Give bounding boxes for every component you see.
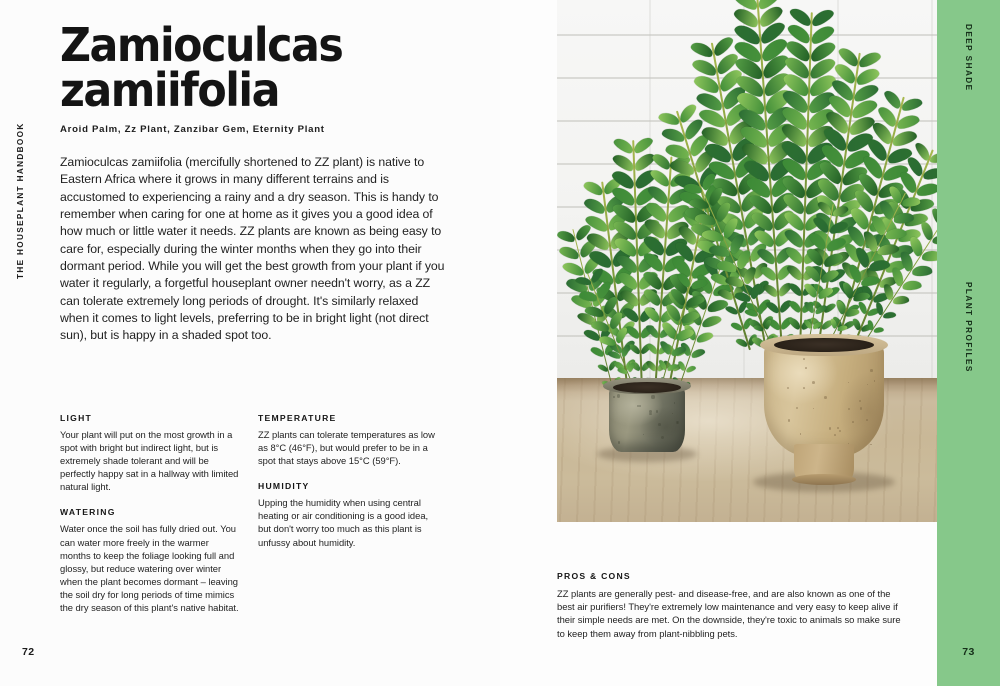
title-line-1: Zamioculcas [60, 18, 343, 72]
pot-speckle [656, 410, 659, 413]
pot-speckle [658, 423, 661, 426]
frond-leaflet [912, 265, 933, 276]
pot-speckle [617, 394, 620, 397]
pot-speckle [800, 433, 802, 435]
pot-speckle [613, 396, 615, 398]
care-heading-watering: WATERING [60, 507, 116, 518]
running-head: THE HOUSEPLANT HANDBOOK [16, 122, 25, 279]
pros-and-cons-section [557, 571, 907, 640]
pot-speckle [805, 367, 807, 369]
pot-speckle [867, 384, 868, 385]
category-label-deep-shade: DEEP SHADE [964, 24, 973, 92]
page-number-left: 72 [22, 646, 35, 658]
pot-speckle [852, 421, 854, 423]
pot-speckle [866, 419, 868, 421]
pot-speckle [672, 413, 673, 414]
care-column-left [60, 413, 242, 614]
pot-speckle [803, 387, 805, 389]
care-body-temperature: ZZ plants can tolerate temperatures as low as 8°C (46°F), but would prefer to be in a spot that stays above 15°C (59°F). [258, 429, 435, 467]
pot-speckle [859, 400, 861, 402]
pot-speckle [829, 427, 831, 429]
pot-speckle [837, 427, 839, 429]
care-heading-pros-cons: PROS & CONS [557, 571, 631, 581]
left-plant-pot [603, 378, 691, 454]
care-body-light: Your plant will put on the most growth in a spot with bright but indirect light, but is extremely shade tolerant and will be perfectly happy sat in a hallway with limited natural light. [60, 429, 239, 493]
pot-speckle [639, 405, 641, 407]
plant-photograph [557, 0, 937, 522]
pot-speckle [860, 407, 863, 410]
pot-speckle [803, 358, 805, 360]
pot-speckle [813, 408, 814, 409]
care-heading-temperature: TEMPERATURE [258, 413, 337, 423]
pot-speckle [618, 441, 620, 443]
care-column-right [258, 413, 440, 549]
pot-speckle [649, 413, 651, 415]
care-heading-light: LIGHT [60, 413, 93, 423]
pot-speckle [651, 395, 654, 398]
green-edge-band [937, 0, 1000, 686]
pot-speckle [848, 382, 849, 383]
right-pot-body [764, 345, 884, 457]
left-pot-body [609, 387, 685, 452]
title-line-2: zamiifolia [60, 62, 280, 117]
care-body-humidity: Upping the humidity when using central heating or air conditioning is a good idea, but don't worry too much as this plant is unfussy about humidity. [258, 497, 429, 548]
page-number-right: 73 [962, 646, 975, 658]
right-pot-soil [774, 338, 874, 352]
pot-speckle [796, 407, 798, 409]
pot-speckle [834, 434, 836, 436]
pot-speckle [870, 369, 873, 372]
title-block [60, 18, 480, 117]
care-body-watering: Water once the soil has fully dried out. You can water more freely in the warmer months to keep the foliage looking full and glossy, but reduce watering over winter when the plant becomes dormant – leaving the soil dry for long periods of time mimics the dry season of this plant's native habitat. [60, 523, 239, 614]
pot-speckle [870, 444, 871, 445]
page-title [60, 18, 451, 117]
left-pot-soil [613, 382, 681, 393]
intro-paragraph: Zamioculcas zamiifolia (mercifully shortened to ZZ plant) is native to Eastern Africa where it grows in many different terrains and is accustomed to experiencing a rainy and a dry season. This is handy to remember when caring for one at home as it gives you a good idea of how much or little water it needs. ZZ plants are known as being easy to care for, especially during the winter months when they go into their dormant period. While you will get the best growth from your plant if you water it regularly, a forgetful houseplant owner needn't worry, as a ZZ can tolerate extremely long periods of drought. It's similarly relaxed when it comes to light levels, preferring to be in bright light (not direct sun), but is happy in a shaded spot too. [60, 155, 445, 343]
pot-speckle [812, 381, 815, 384]
right-pot-foot-base [792, 474, 856, 485]
pot-speckle [661, 436, 664, 439]
pot-speckle [824, 396, 827, 399]
right-plant-pot [760, 334, 888, 486]
pot-speckle [787, 387, 789, 389]
pot-speckle [674, 402, 675, 403]
pot-speckle [839, 430, 841, 432]
care-body-pros-cons: ZZ plants are generally pest- and disease-free, and are also known as one of the best air purifiers! They're extremely low maintenance and very easy to keep alive if their simple needs are met. On the downside, they're toxic to animals so make sure to keep them away from plant-nibbling pets. [557, 588, 901, 639]
care-heading-humidity: HUMIDITY [258, 481, 310, 492]
pot-speckle [788, 419, 790, 421]
frond-leaflet [922, 250, 937, 261]
section-label-plant-profiles: PLANT PROFILES [964, 282, 973, 373]
pot-speckle [848, 408, 850, 410]
right-page [500, 0, 1000, 686]
pot-speckle [643, 434, 644, 435]
common-names: Aroid Palm, Zz Plant, Zanzibar Gem, Eternity Plant [60, 124, 325, 135]
pot-speckle [874, 380, 876, 382]
